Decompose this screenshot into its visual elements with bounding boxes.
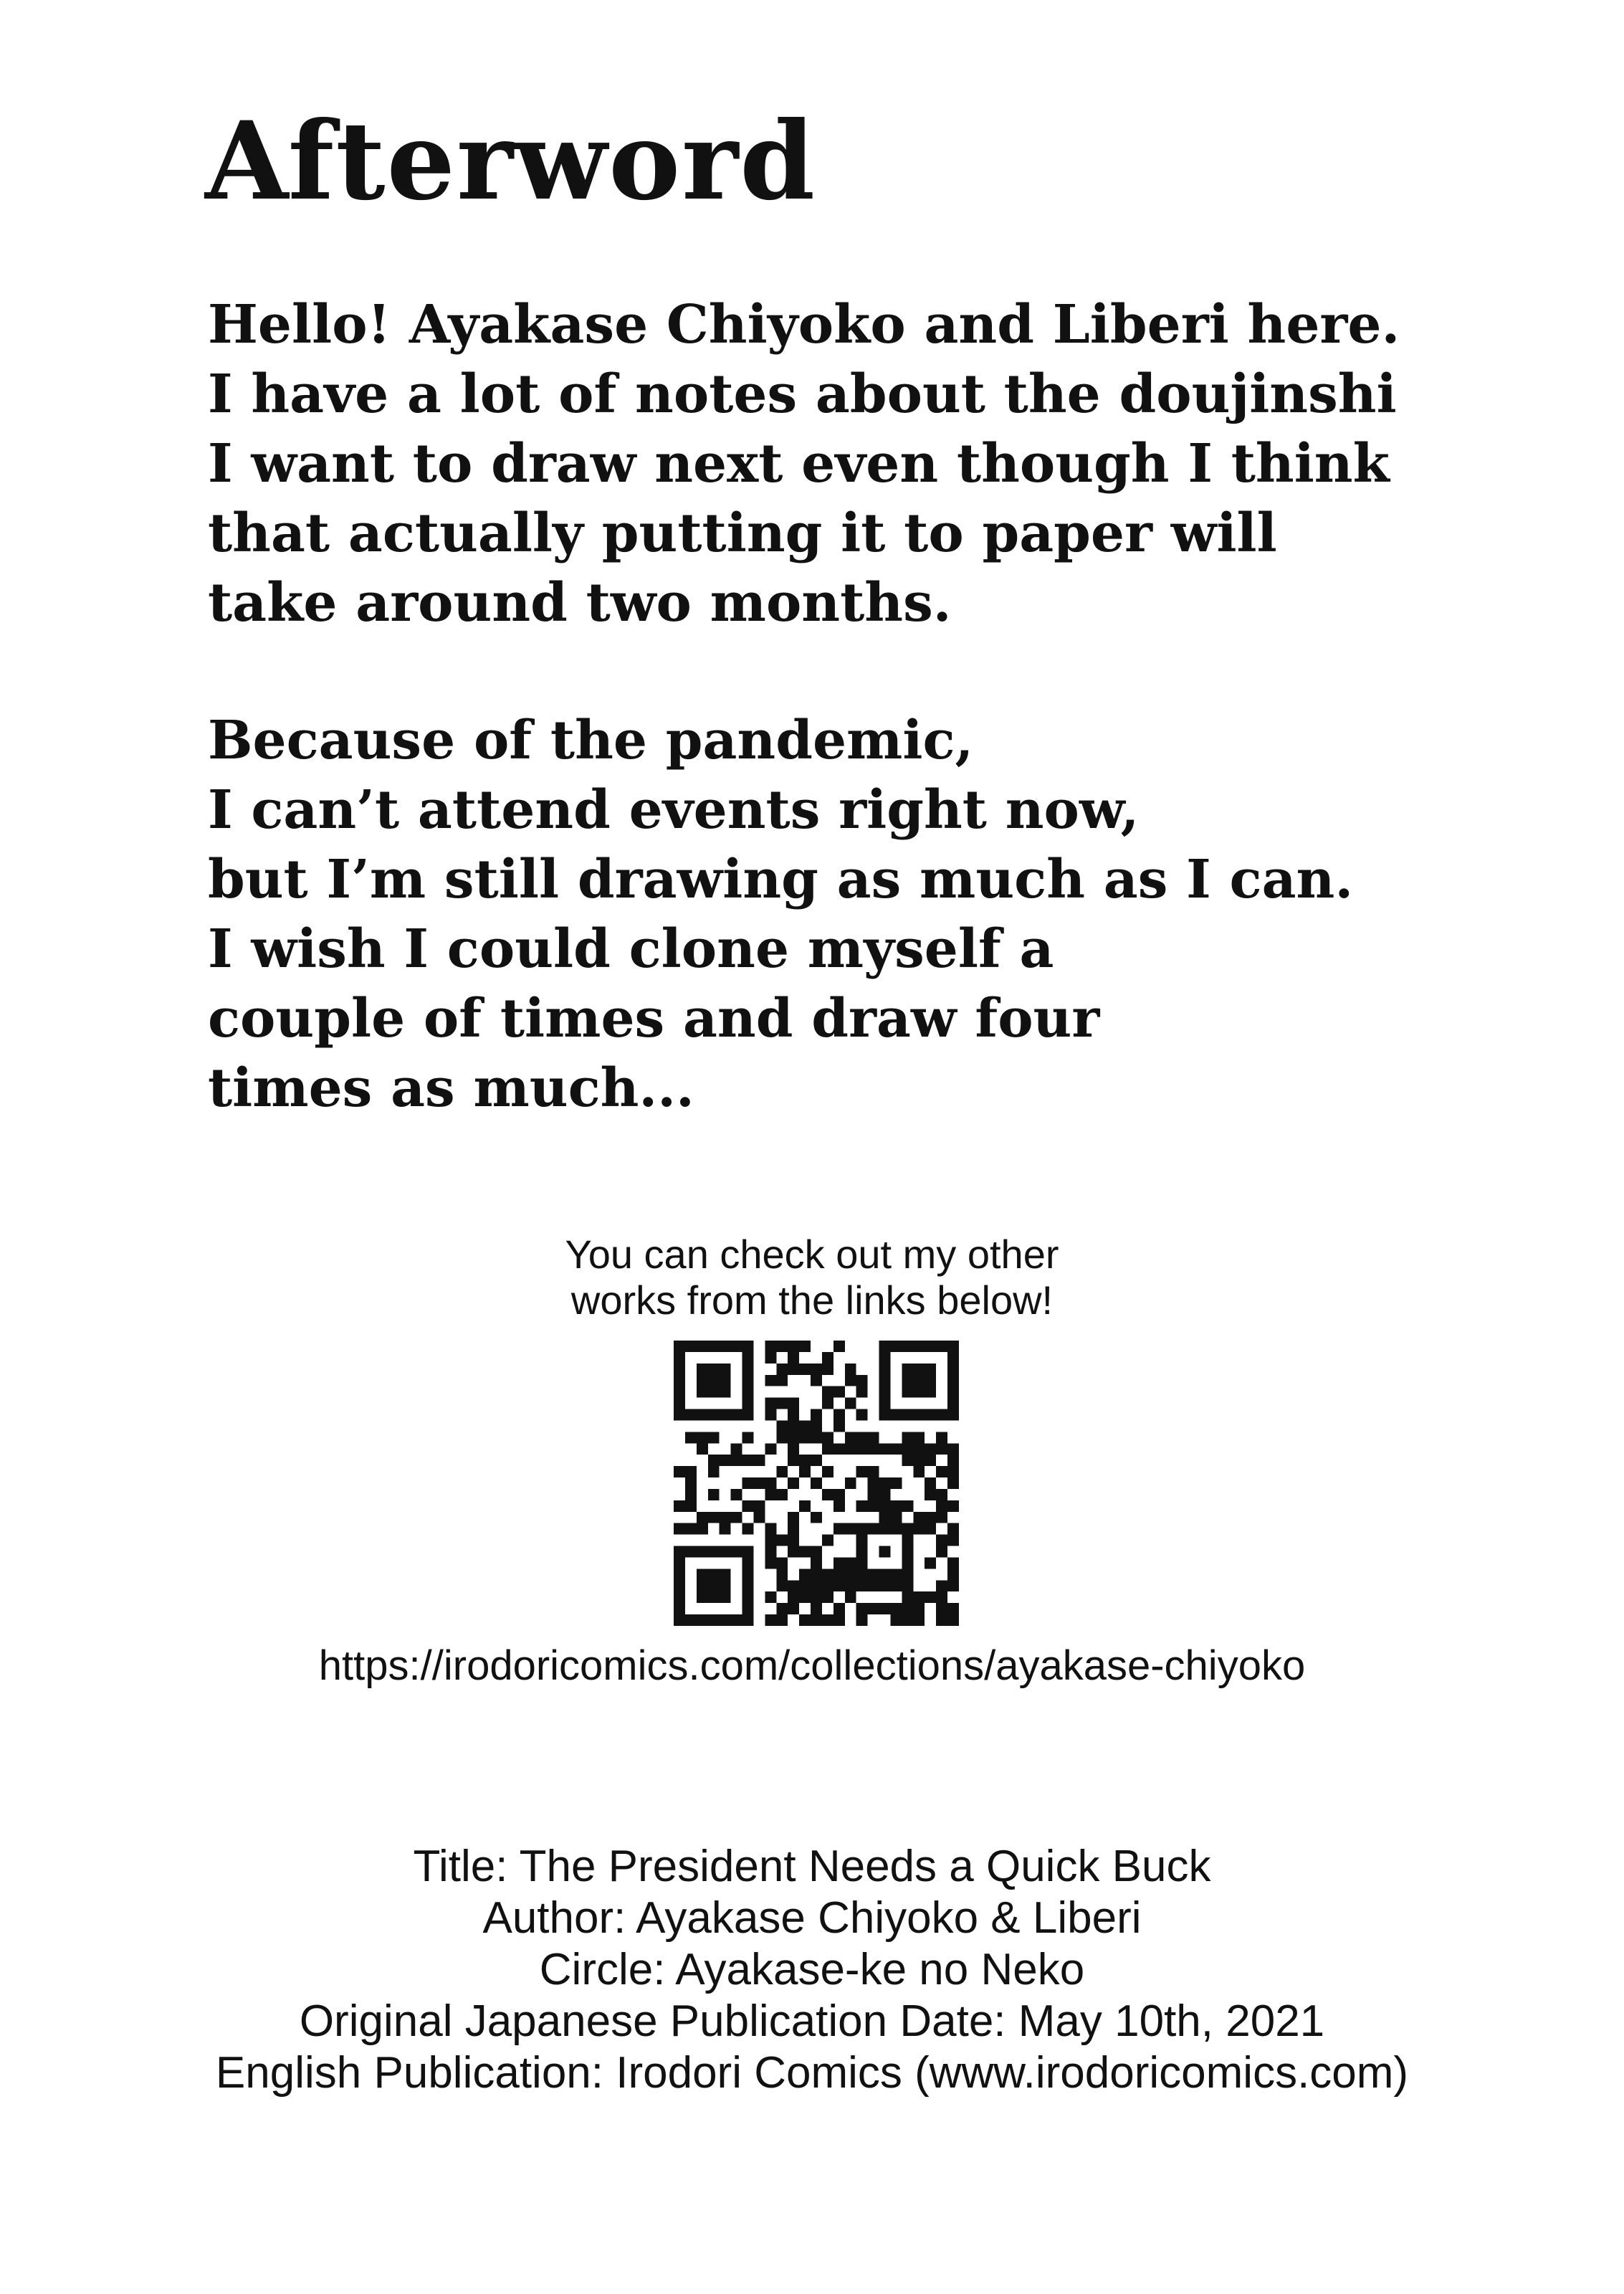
paragraph-line: Hello! Ayakase Chiyoko and Liberi here. [208,294,1400,356]
paragraph-line: I have a lot of notes about the doujinshi [208,363,1397,425]
credit-original-date: Original Japanese Publication Date: May 10th, 2021 [299,1996,1325,2046]
paragraph-line: times as much... [208,1057,694,1119]
paragraph-line: that actually putting it to paper will [208,503,1277,564]
afterword-paragraph-1 [208,290,1400,638]
credit-title: Title: The President Needs a Quick Buck [413,1842,1211,1891]
paragraph-line: take around two months. [208,572,952,634]
paragraph-line: I can’t attend events right now, [208,779,1140,841]
links-note-line: works from the links below! [570,1277,1054,1323]
links-note-line: You can check out my other [565,1232,1059,1277]
credit-author: Author: Ayakase Chiyoko & Liberi [482,1893,1142,1943]
credit-english-publication: English Publication: Irodori Comics (www.irodoricomics.com) [215,2048,1409,2098]
afterword-paragraph-2 [208,706,1353,1123]
paragraph-line: couple of times and draw four [208,988,1100,1050]
publication-credits [0,1841,1624,2099]
credit-circle: Circle: Ayakase-ke no Neko [539,1945,1085,1994]
paragraph-line: Because of the pandemic, [208,710,974,771]
paragraph-line: but I’m still drawing as much as I can. [208,849,1354,910]
links-note [0,1232,1624,1323]
paragraph-line: I want to draw next even though I think [208,433,1390,495]
collection-link[interactable]: https://irodoricomics.com/collections/ayakase-chiyoko [318,1642,1306,1689]
page-title: Afterword [205,98,817,224]
qr-code-icon[interactable] [674,1341,959,1626]
paragraph-line: I wish I could clone myself a [208,918,1054,980]
